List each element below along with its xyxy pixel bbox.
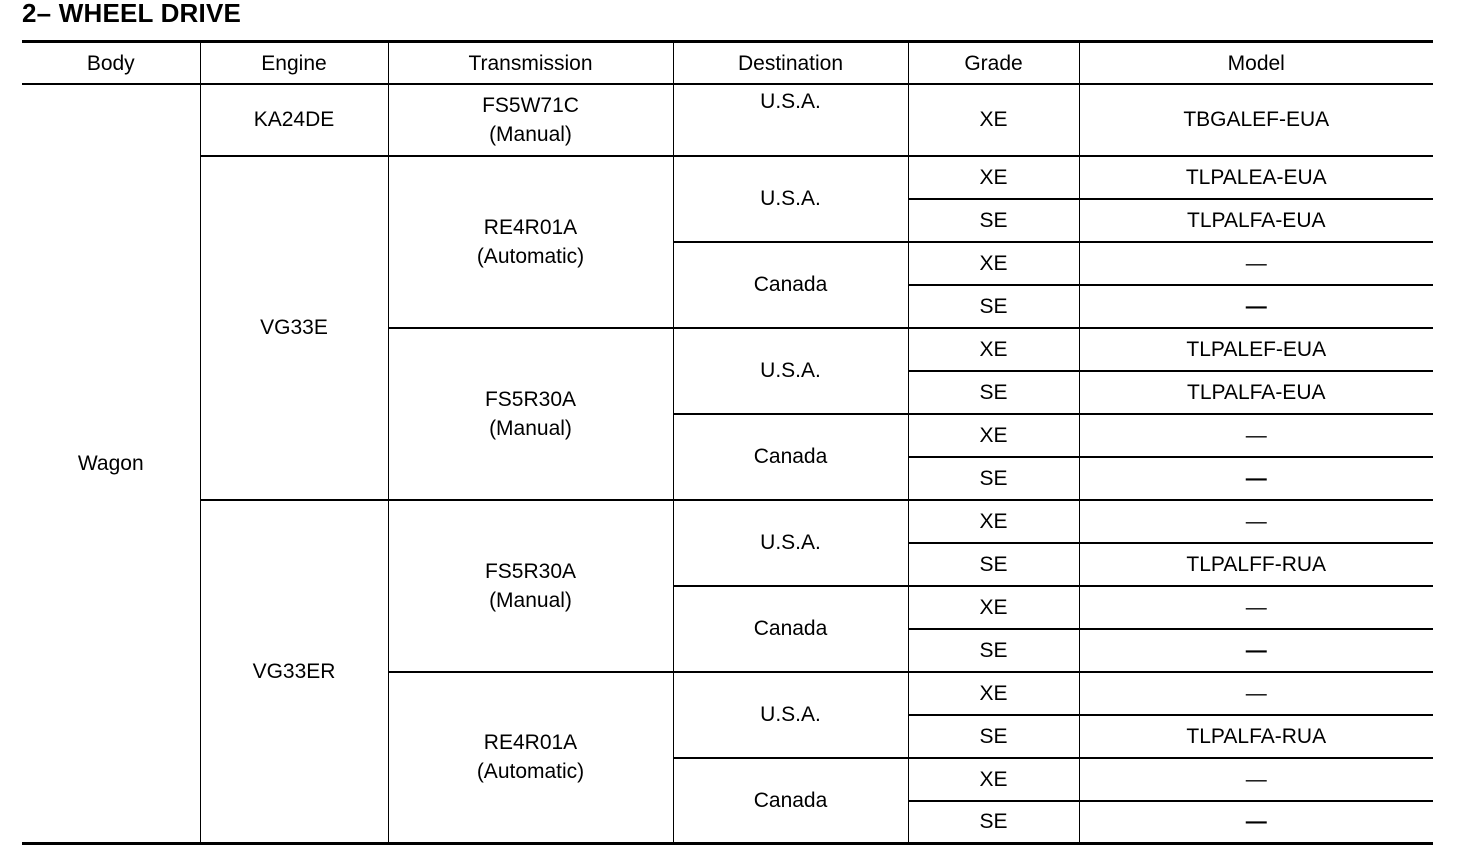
model-cell: TLPALFA-RUA <box>1079 715 1433 758</box>
model-cell <box>1079 457 1433 500</box>
grade-cell: XE <box>908 328 1079 371</box>
grade-cell: SE <box>908 629 1079 672</box>
destination-cell: U.S.A. <box>673 84 908 156</box>
destination-cell: Canada <box>673 414 908 500</box>
grade-cell: SE <box>908 457 1079 500</box>
grade-cell: SE <box>908 801 1079 844</box>
grade-cell: SE <box>908 199 1079 242</box>
grade-cell: XE <box>908 672 1079 715</box>
model-cell: TLPALFF-RUA <box>1079 543 1433 586</box>
grade-cell: SE <box>908 371 1079 414</box>
model-cell: TBGALEF-EUA <box>1079 84 1433 156</box>
model-dash: — <box>1245 681 1267 705</box>
engine-cell: KA24DE <box>200 84 388 156</box>
destination-cell: Canada <box>673 758 908 844</box>
transmission-cell <box>388 156 673 328</box>
table-row <box>22 84 1433 156</box>
destination-cell: U.S.A. <box>673 500 908 586</box>
model-cell <box>1079 242 1433 285</box>
grade-cell: SE <box>908 543 1079 586</box>
model-dash: — <box>1245 294 1267 318</box>
model-cell: TLPALEA-EUA <box>1079 156 1433 199</box>
grade-cell: XE <box>908 586 1079 629</box>
vehicle-model-table <box>22 40 1433 845</box>
model-cell: TLPALFA-EUA <box>1079 371 1433 414</box>
grade-cell: SE <box>908 285 1079 328</box>
model-cell <box>1079 758 1433 801</box>
model-cell <box>1079 285 1433 328</box>
model-cell: TLPALFA-EUA <box>1079 199 1433 242</box>
model-dash: — <box>1245 423 1267 447</box>
model-cell <box>1079 801 1433 844</box>
engine-cell: VG33ER <box>200 500 388 844</box>
transmission-type: (Manual) <box>489 122 572 146</box>
column-header-destination: Destination <box>673 42 908 84</box>
model-cell: TLPALEF-EUA <box>1079 328 1433 371</box>
column-header-body: Body <box>22 42 200 84</box>
transmission-cell <box>388 672 673 844</box>
column-header-transmission: Transmission <box>388 42 673 84</box>
engine-cell: VG33E <box>200 156 388 500</box>
transmission-type: (Automatic) <box>476 760 585 784</box>
destination-cell: U.S.A. <box>673 328 908 414</box>
grade-cell: XE <box>908 242 1079 285</box>
transmission-cell <box>388 500 673 672</box>
transmission-cell <box>388 84 673 156</box>
destination-cell: Canada <box>673 242 908 328</box>
model-dash: — <box>1245 509 1267 533</box>
model-cell <box>1079 586 1433 629</box>
model-cell <box>1079 500 1433 543</box>
transmission-type: (Manual) <box>489 416 572 440</box>
model-dash: — <box>1245 638 1267 662</box>
table-header-row <box>22 42 1433 84</box>
model-dash: — <box>1245 251 1267 275</box>
section-heading: 2– WHEEL DRIVE <box>22 0 242 28</box>
model-cell <box>1079 672 1433 715</box>
transmission-name: RE4R01A <box>483 215 578 239</box>
grade-cell: XE <box>908 84 1079 156</box>
destination-cell: U.S.A. <box>673 156 908 242</box>
model-dash: — <box>1245 595 1267 619</box>
column-header-model: Model <box>1079 42 1433 84</box>
column-header-engine: Engine <box>200 42 388 84</box>
transmission-name: FS5W71C <box>482 93 579 117</box>
transmission-name: FS5R30A <box>484 559 577 583</box>
model-dash: — <box>1245 810 1267 834</box>
transmission-cell <box>388 328 673 500</box>
transmission-name: RE4R01A <box>483 731 578 755</box>
model-dash: — <box>1245 466 1267 490</box>
grade-cell: SE <box>908 715 1079 758</box>
table-row <box>22 500 1433 543</box>
body-cell: Wagon <box>22 84 200 844</box>
model-cell <box>1079 414 1433 457</box>
transmission-type: (Automatic) <box>476 244 585 268</box>
grade-cell: XE <box>908 500 1079 543</box>
transmission-name: FS5R30A <box>484 387 577 411</box>
table-row <box>22 156 1433 199</box>
grade-cell: XE <box>908 414 1079 457</box>
model-cell <box>1079 629 1433 672</box>
destination-cell: Canada <box>673 586 908 672</box>
destination-cell: U.S.A. <box>673 672 908 758</box>
grade-cell: XE <box>908 758 1079 801</box>
grade-cell: XE <box>908 156 1079 199</box>
column-header-grade: Grade <box>908 42 1079 84</box>
model-dash: — <box>1245 767 1267 791</box>
transmission-type: (Manual) <box>489 588 572 612</box>
